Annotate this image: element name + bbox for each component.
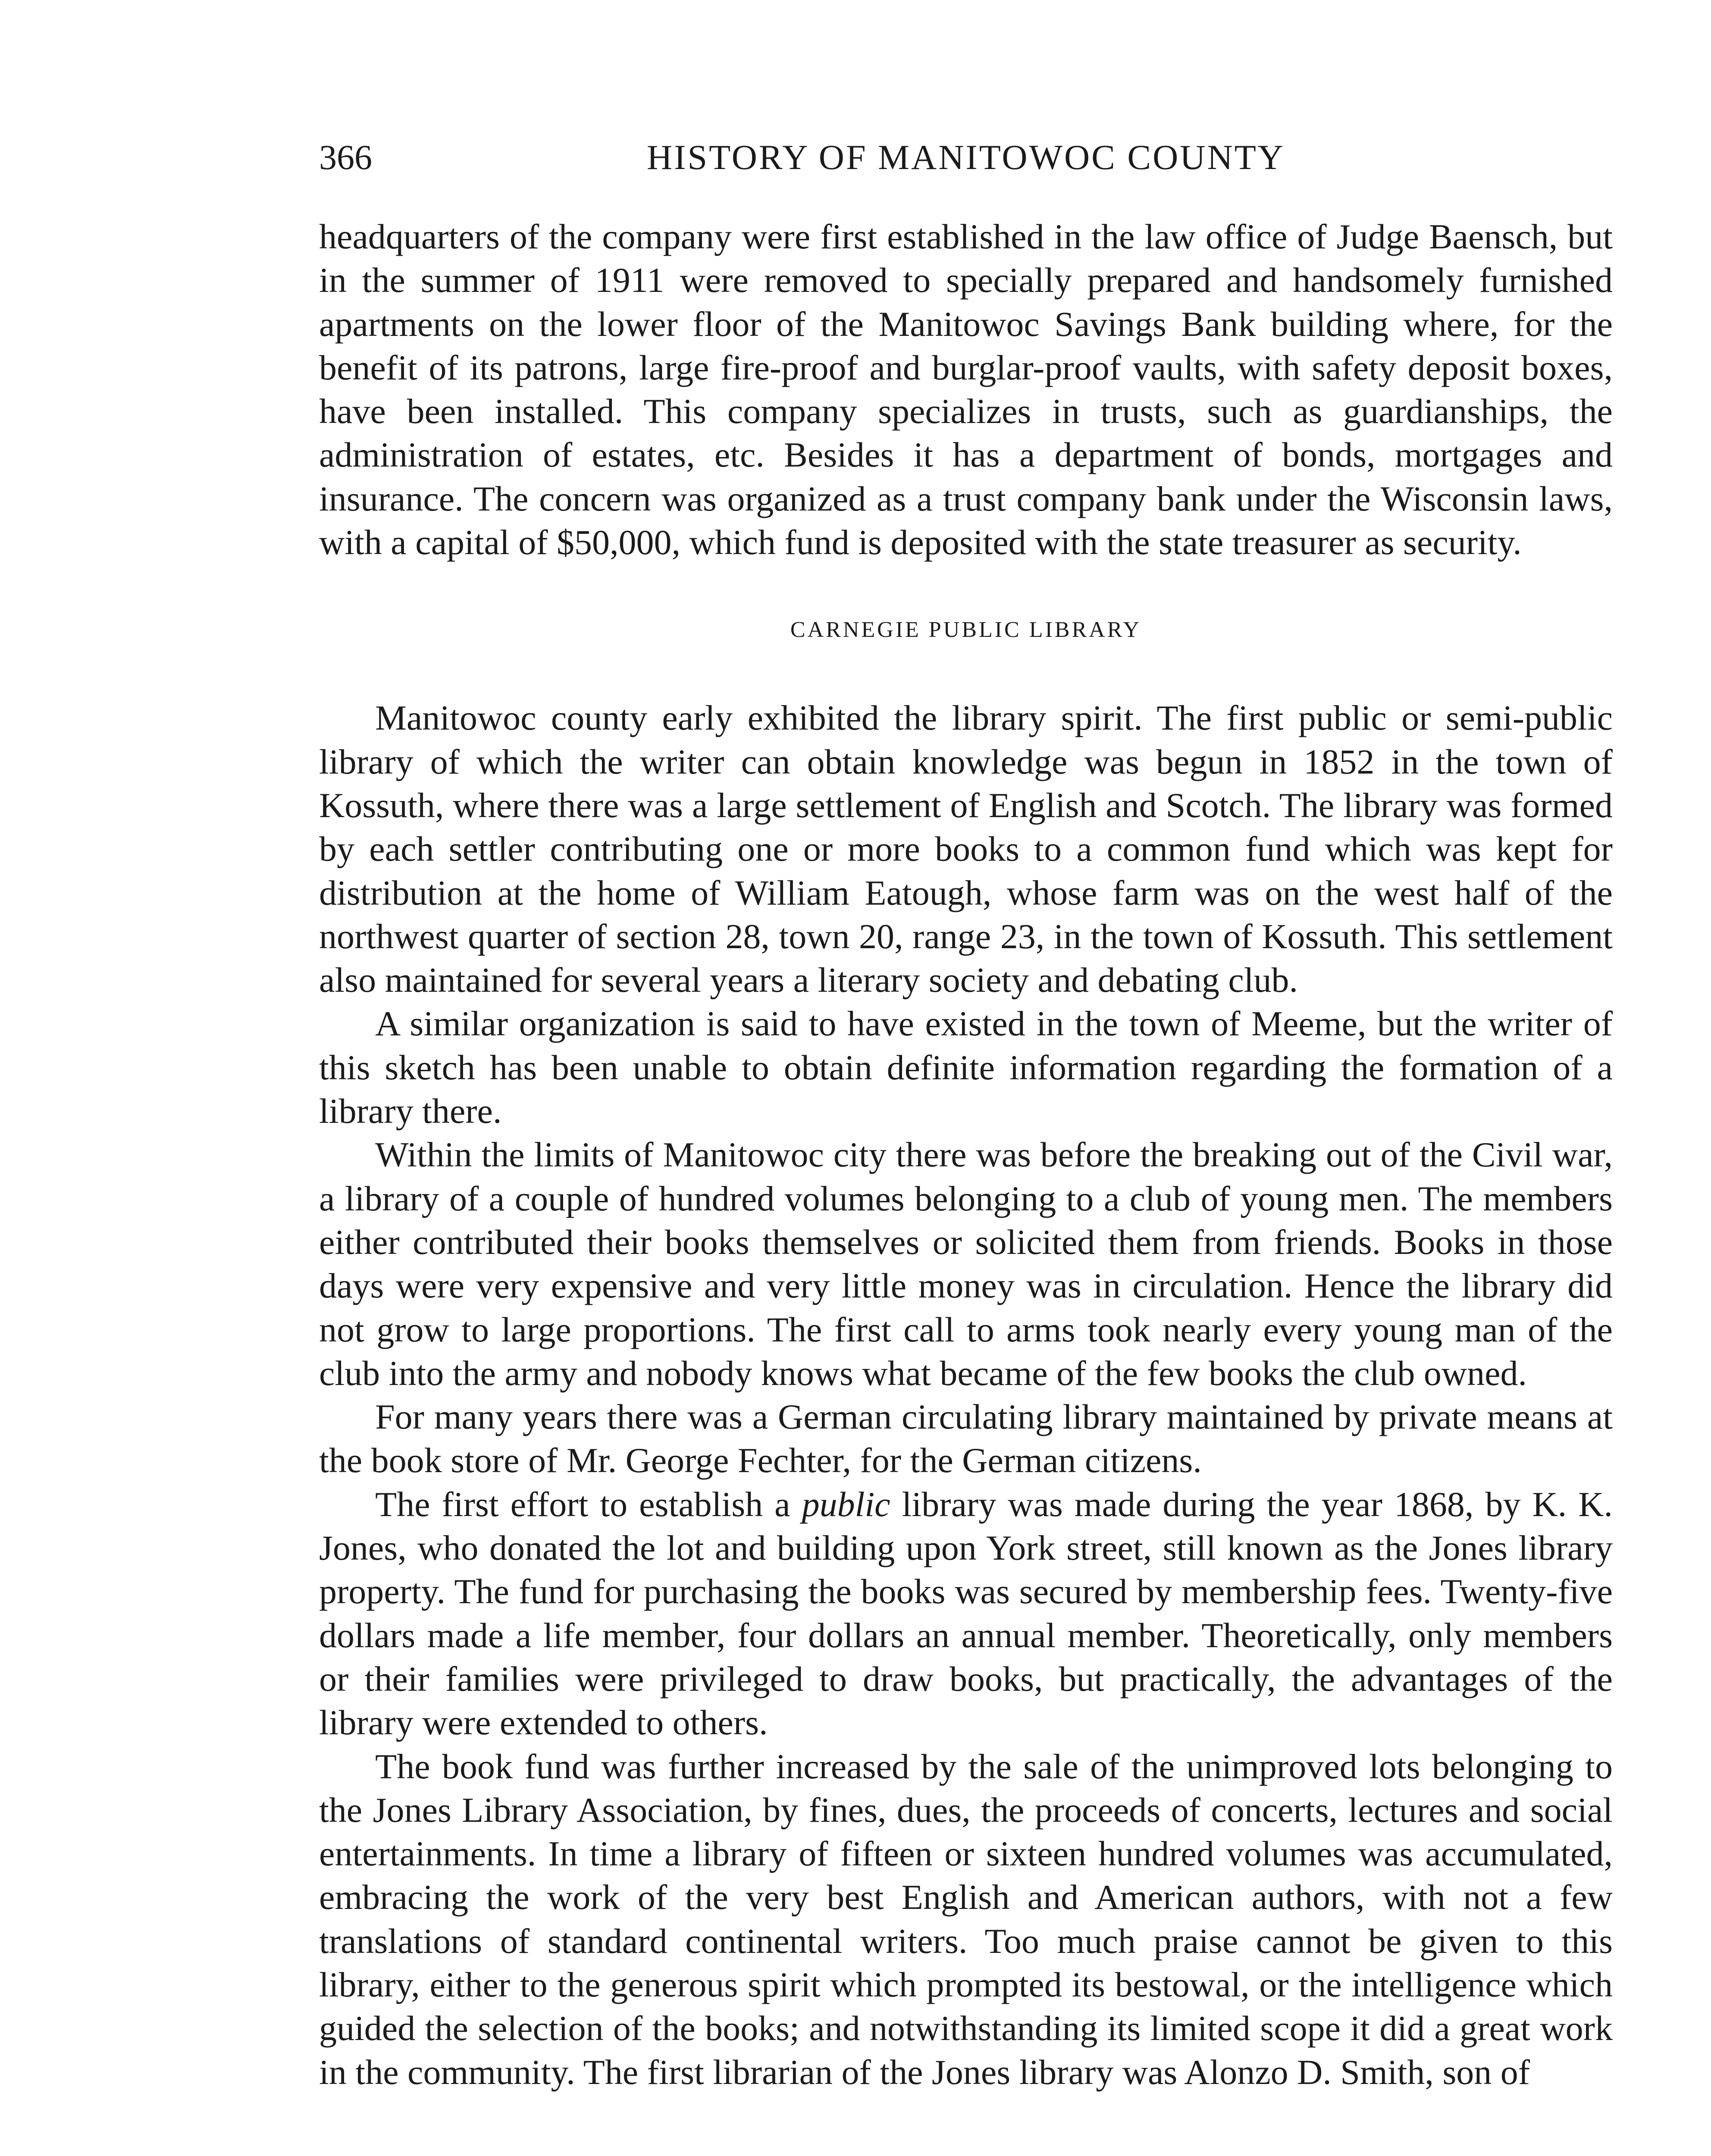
- body-text: [319, 215, 1613, 2094]
- paragraph-civil-war-club: Within the limits of Manitowoc city there was before the breaking out of the Civil war, a library of a couple of hundred volumes belonging to a club of young men. The members either contributed their books themselves or solicited them from friends. Books in those days were very expensive and very little money was in circulation. Hence the library did not grow to large proportions. The first call to arms took nearly every young man of the club into the army and nobody knows what became of the few books the club owned.: [319, 1135, 1613, 1393]
- paragraph-meeme: A similar organization is said to have existed in the town of Meeme, but the writer of this sketch has been unable to obtain definite information regarding the formation of a library there.: [319, 1004, 1613, 1131]
- paragraph-book-fund: The book fund was further increased by the sale of the unimproved lots belonging to the Jones Library Association, by fines, dues, the proceeds of concerts, lectures and social entertainments. In time a library of fifteen or sixteen hundred volumes was accumulated, embracing the work of the very best English and American authors, with not a few translations of standard continental writers. Too much praise cannot be given to this library, either to the generous spirit which prompted its bestowal, or the intelligence which guided the selection of the books; and notwithstanding its limited scope it did a great work in the community. The first librarian of the Jones library was Alonzo D. Smith, son of: [319, 1746, 1613, 2092]
- running-title: HISTORY OF MANITOWOC COUNTY: [646, 138, 1285, 177]
- public-paragraph-after: library was made during the year 1868, by K. K. Jones, who donated the lot and building upon York street, still known as the Jones library property. The fund for purchasing the books was secured by membership fees. Twenty-five dollars made a life member, four dollars an annual member. Theoretically, only members or their families were privileged to draw books, but practically, the advantages of the library were extended to others.: [319, 1484, 1613, 1742]
- public-emphasis: public: [802, 1484, 890, 1524]
- paragraph-public-library: [319, 1482, 1613, 1745]
- page-number: 366: [319, 138, 372, 177]
- section-heading: CARNEGIE PUBLIC LIBRARY: [790, 617, 1142, 642]
- public-paragraph-before: The first effort to establish a: [375, 1484, 802, 1524]
- running-header: [319, 134, 1613, 181]
- paragraph-german-library: For many years there was a German circulating library maintained by private means at the book store of Mr. George Fechter, for the German citizens.: [319, 1397, 1613, 1480]
- intro-paragraph: headquarters of the company were first established in the law office of Judge Baensch, but in the summer of 1911 were removed to specially prepared and handsomely furnished apartments on the lower floor of the Manitowoc Savings Bank building where, for the benefit of its patrons, large fire-proof and burglar-proof vaults, with safety deposit boxes, have been installed. This company specializes in trusts, such as guardianships, the administration of estates, etc. Besides it has a department of bonds, mortgages and insurance. The concern was organized as a trust company bank under the Wisconsin laws, with a capital of $50,000, which fund is deposited with the state treasurer as security.: [319, 217, 1613, 562]
- paragraph-kossuth-library: Manitowoc county early exhibited the library spirit. The first public or semi-public library of which the writer can obtain knowledge was begun in 1852 in the town of Kossuth, where there was a large settlement of English and Scotch. The library was formed by each settler contributing one or more books to a common fund which was kept for distribution at the home of William Eatough, whose farm was on the west half of the northwest quarter of section 28, town 20, range 23, in the town of Kossuth. This settlement also maintained for several years a literary society and debating club.: [319, 698, 1613, 1000]
